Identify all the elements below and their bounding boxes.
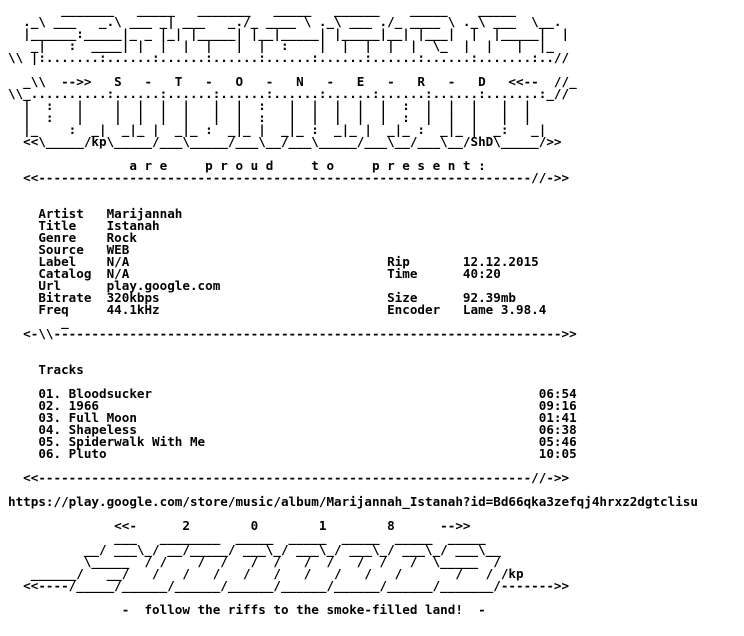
nfo-line: a r e p r o u d t o p r e s e n t : [8,158,486,173]
nfo-line: Artist Marijannah [8,206,183,221]
nfo-line: _______ _____ _______ _____ ______ _____ _____ [8,2,516,17]
nfo-line: ______/ __/ / / / / / / / / / / / /kp [8,566,524,581]
nfo-line: <-\\------------------------------------------------------------------->> [8,326,577,341]
nfo-line: \_____ / / / / / / / / / / / \_____ / [8,554,501,569]
nfo-line: | : | | | | | | | : | | | | | : | | | | | [8,110,532,125]
nfo-line: 01. Bloodsucker 06:54 [8,386,577,401]
nfo-line: 04. Shapeless 06:38 [8,422,577,437]
nfo-line: \\_..........:......:......:......:......:......:......:......:.......:_// [8,86,570,101]
nfo-line: \\ |:.......:......:......:......:......:......:......:......:.......:..// [8,50,570,65]
nfo-line: Bitrate 320kbps Size 92.39mb [8,290,516,305]
nfo-line: |______:_____|_ _ |_| |_____| |__|_____| |_____|__| |___| | |_____| | [8,26,570,41]
nfo-line [8,184,698,196]
nfo-line [8,352,698,364]
nfo-line: __/ ___\_/ __/_____/ ___\_/ ___\_/ ___\_/ ___\_/ ___\__ [8,542,501,557]
nfo-line: <<- 2 0 1 8 -->> [8,518,471,533]
nfo-line: |_ : _| _|_ | _|_ : _|_ | _|_ : _|_ | _|_ : _|_ | _: _| [8,122,547,137]
nfo-line: ._\ ___ _.\ ___ _| ___ _./_ ____ \ ._\ ___ ./_ ____ \ ._\ ___ \__. [8,14,562,29]
nfo-line [8,340,698,352]
nfo-line: _| : ____| | | | | | | : | | | | | \_ | | | |_ [8,38,554,53]
nfo-line: Freq 44.1kHz Encoder Lame 3.98.4 [8,302,547,317]
nfo-line: Title Istanah [8,218,160,233]
nfo-line: 03. Full Moon 01:41 [8,410,577,425]
nfo-line: https://play.google.com/store/music/album/Marijannah_Istanah?id=Bd66qka3zefqj4hrxz2dgtclisu [8,494,698,509]
nfo-document [8,4,698,616]
nfo-line: _\\ -->> S - T - O - N - E - R - D <<-- //_ [8,74,577,89]
nfo-line: ___ ________ _____ _____ _____ _____ _____ [8,530,486,545]
nfo-line: 05. Spiderwalk With Me 05:46 [8,434,577,449]
nfo-line: Genre Rock [8,230,137,245]
nfo-line: <<-----------------------------------------------------------------//->> [8,170,570,185]
nfo-line: Source WEB [8,242,130,257]
nfo-line: - follow the riffs to the smoke-filled land! - [8,602,486,617]
nfo-line: <<\_____/kp\_____/___\_____/___\__/___\_____/___\__/___\__/ShD\_____/>> [8,134,562,149]
nfo-line: 02. 1966 09:16 [8,398,577,413]
nfo-line: 06. Pluto 10:05 [8,446,577,461]
nfo-line: | : | | | | | | | : | | | | | : | | | | | [8,98,532,113]
nfo-line: Url play.google.com [8,278,221,293]
nfo-line: Catalog N/A Time 40:20 [8,266,501,281]
nfo-line: <<----/_____/______/______/______/______/______/______/_______/------->> [8,578,570,593]
nfo-line: <<-----------------------------------------------------------------//->> [8,470,570,485]
nfo-line: _ [8,314,69,329]
nfo-line: Label N/A Rip 12.12.2015 [8,254,539,269]
nfo-line: Tracks [8,362,84,377]
